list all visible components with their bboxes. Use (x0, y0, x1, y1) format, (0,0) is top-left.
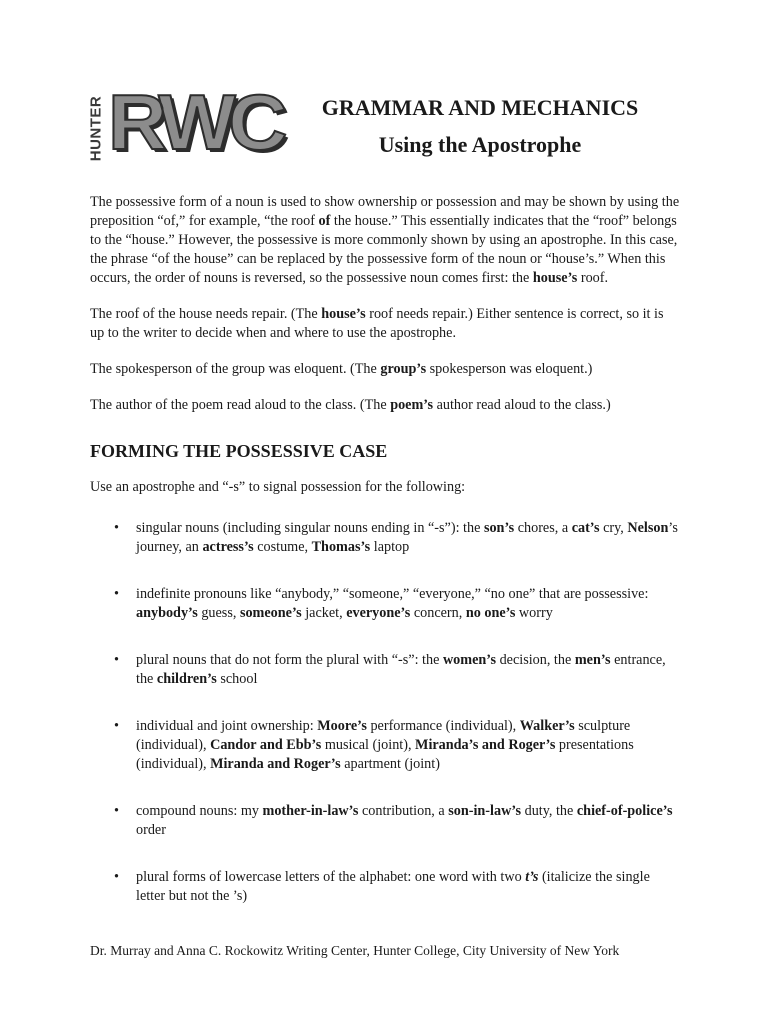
example-paragraph-group: The spokesperson of the group was eloquent. (The group’s spokesperson was eloquent.) (90, 361, 593, 377)
footer: Dr. Murray and Anna C. Rockowitz Writing Center, Hunter College, City University of New York (90, 943, 620, 958)
section-heading: FORMING THE POSSESSIVE CASE (90, 441, 388, 461)
page-title: GRAMMAR AND MECHANICS (321, 95, 639, 120)
list-item: • indefinite pronouns like “anybody,” “someone,” “everyone,” “no one” that are possessive: anybody’s guess, someone’s jacket, everyone’s concern, no one’s worry (90, 585, 680, 623)
rwc-logo (87, 78, 281, 166)
list-item: • singular nouns (including singular nouns ending in “-s”): the son’s chores, a cat’s cry, Nelson’s journey, an actress’s costume, Thomas’s laptop (90, 519, 680, 557)
logo-side-text: HUNTER (87, 95, 105, 161)
intro-paragraph-1: The possessive form of a noun is used to show ownership or possession and may be shown by using the preposition “of,” for example, “the roof of the house.” This essentially indicates that the “roof” belongs to the “house.” However, the possessive is more commonly shown by using an apostrophe. In this case, the phrase “of the house” can be replaced by the possessive form of the noun or “house’s.” When this occurs, the order of nouns is reversed, so the possessive noun comes first: the house’s roof. (90, 194, 680, 286)
possessive-rules-list (90, 519, 680, 906)
list-item: • plural forms of lowercase letters of the alphabet: one word with two t’s (italicize the single letter but not the ’s) (90, 868, 680, 906)
section-lead: Use an apostrophe and “-s” to signal possession for the following: (90, 479, 466, 495)
header (280, 93, 680, 160)
list-item: • individual and joint ownership: Moore’s performance (individual), Walker’s sculpture (individual), Candor and Ebb’s musical (joint), Miranda’s and Roger’s presentations (individual), Miranda and Roger’s apartment (joint) (90, 717, 680, 774)
example-paragraph-poem: The author of the poem read aloud to the class. (The poem’s author read aloud to the class.) (90, 397, 611, 413)
page-subtitle: Using the Apostrophe (378, 132, 582, 157)
list-item: • compound nouns: my mother-in-law’s contribution, a son-in-law’s duty, the chief-of-police’s order (90, 802, 680, 840)
document-body (90, 193, 680, 934)
list-item: • plural nouns that do not form the plural with “-s”: the women’s decision, the men’s entrance, the children’s school (90, 651, 680, 689)
intro-paragraph-2: The roof of the house needs repair. (The house’s roof needs repair.) Either sentence is correct, so it is up to the writer to decide when and where to use the apostrophe. (90, 306, 664, 341)
logo-main-text: RWC (108, 78, 281, 166)
